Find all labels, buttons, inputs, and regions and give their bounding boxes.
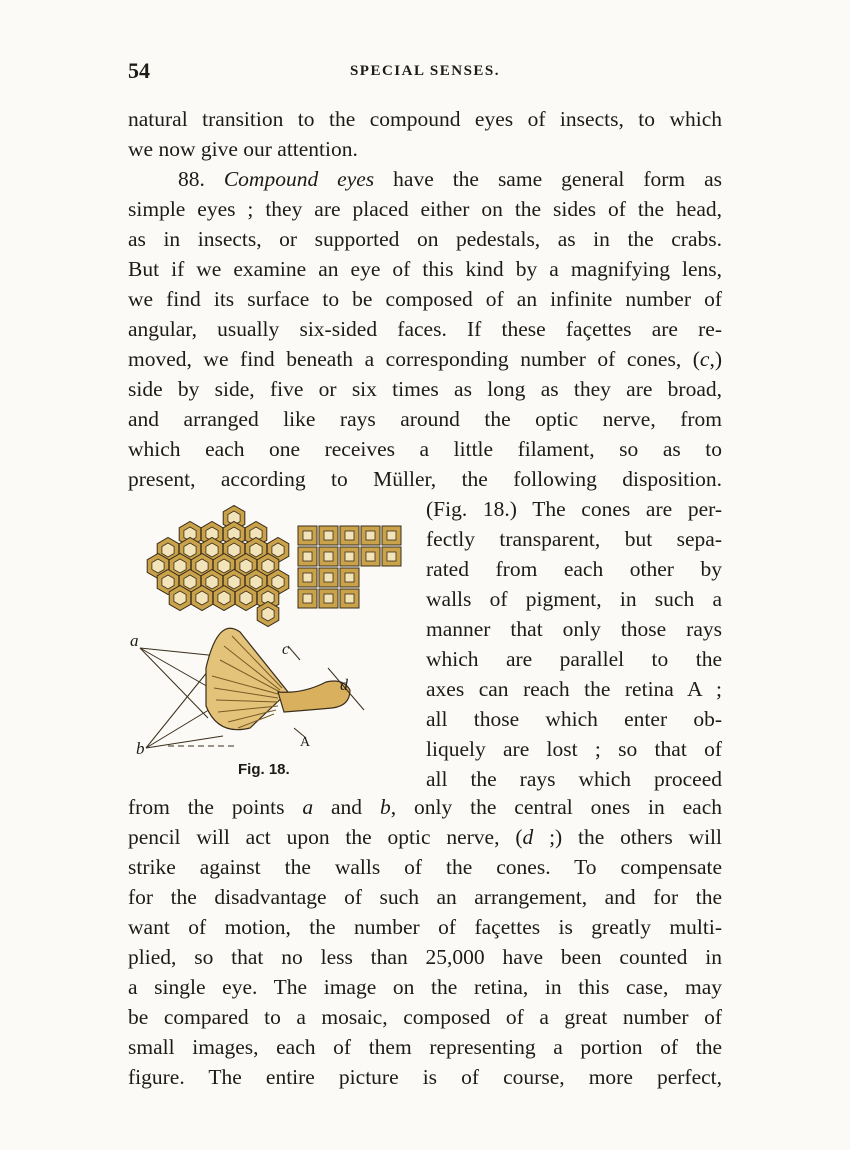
compound-eye-illustration (128, 496, 413, 761)
body-line: which each one receives a little filament, so as to (128, 437, 722, 461)
square-facet-core (303, 573, 312, 582)
side-line: fectly transparent, but sepa- (426, 527, 722, 551)
side-line: rated from each other by (426, 557, 722, 581)
body-line: we find its surface to be composed of an infinite number of (128, 287, 722, 311)
square-facet-core (303, 594, 312, 603)
square-facet-core (366, 552, 375, 561)
body-line: as in insects, or supported on pedestals, as in the crabs. (128, 227, 722, 251)
body-line: and arranged like rays around the optic nerve, from (128, 407, 722, 431)
figure-caption: Fig. 18. (238, 761, 290, 778)
square-facet-core (345, 552, 354, 561)
body-line-cones: moved, we find beneath a corresponding number of cones, (c,) (128, 347, 722, 371)
hex-facet-core (262, 559, 274, 573)
body-line-optic: pencil will act upon the optic nerve, (d ;) the others will (128, 825, 722, 849)
body-line: small images, each of them representing a portion of the (128, 1035, 722, 1059)
body-line: natural transition to the compound eyes of insects, to which (128, 107, 722, 131)
square-facet-core (366, 531, 375, 540)
hex-facet-core (250, 543, 262, 557)
body-line: side by side, five or six times as long as they are broad, (128, 377, 722, 401)
side-line: walls of pigment, in such a (426, 587, 722, 611)
body-line: we now give our attention. (128, 137, 358, 161)
side-line: all the rays which proceed (426, 767, 722, 791)
square-facet-core (387, 552, 396, 561)
running-head: SPECIAL SENSES. (349, 63, 501, 79)
side-line: manner that only those rays (426, 617, 722, 641)
hex-facet-core (272, 543, 284, 557)
hex-facet-core (262, 607, 274, 621)
square-facet-core (303, 552, 312, 561)
body-line: strike against the walls of the cones. To compensate (128, 855, 722, 879)
hex-facet-core (184, 575, 196, 589)
hex-facet-core (196, 591, 208, 605)
page-number: 54 (128, 58, 150, 83)
hexagonal-facets (147, 506, 289, 627)
section-term: Compound eyes (223, 167, 375, 191)
label-d: d (340, 677, 348, 694)
square-facet-core (324, 531, 333, 540)
hex-facet-core (206, 575, 218, 589)
side-line: all those which enter ob- (426, 707, 722, 731)
side-line: axes can reach the retina A ; (426, 677, 722, 701)
body-line: a single eye. The image on the retina, in this case, may (128, 975, 722, 999)
hex-facet-core (218, 591, 230, 605)
label-A: A (300, 735, 311, 750)
hex-facet-core (174, 559, 186, 573)
hex-facet-core (162, 543, 174, 557)
hex-facet-core (250, 575, 262, 589)
hex-facet-core (228, 543, 240, 557)
hex-facet-core (174, 591, 186, 605)
hex-facet-core (196, 559, 208, 573)
body-line-points: from the points a and b, only the central ones in each (128, 795, 722, 819)
body-line: want of motion, the number of façettes is greatly multi- (128, 915, 722, 939)
square-facet-core (324, 573, 333, 582)
body-line: But if we examine an eye of this kind by a magnifying lens, (128, 257, 722, 281)
body-line: simple eyes ; they are placed either on the sides of the head, (128, 197, 722, 221)
body-line: be compared to a mosaic, composed of a great number of (128, 1005, 722, 1029)
hex-facet-core (162, 575, 174, 589)
section-88-first-line (178, 164, 722, 194)
square-facets (298, 526, 401, 608)
hex-facet-core (152, 559, 164, 573)
body-line: figure. The entire picture is of course, more perfect, (128, 1065, 722, 1089)
hex-facet-core (272, 575, 284, 589)
section-number: 88. (178, 167, 205, 191)
body-line: angular, usually six-sided faces. If these façettes are re- (128, 317, 722, 341)
square-facet-core (387, 531, 396, 540)
section-line-rest: have the same general form as (393, 167, 722, 191)
body-line: present, according to Müller, the following disposition. (128, 467, 722, 491)
hex-facet-core (218, 559, 230, 573)
hex-facet-core (240, 559, 252, 573)
body-line: for the disadvantage of such an arrangement, and for the (128, 885, 722, 909)
hex-facet-core (240, 591, 252, 605)
square-facet-core (324, 552, 333, 561)
hex-facet-core (184, 543, 196, 557)
label-a: a (130, 631, 139, 650)
side-line: (Fig. 18.) The cones are per- (426, 497, 722, 521)
hex-facet-core (206, 543, 218, 557)
side-line: liquely are lost ; so that of (426, 737, 722, 761)
square-facet-core (303, 531, 312, 540)
square-facet-core (345, 531, 354, 540)
square-facet-core (345, 573, 354, 582)
square-facet-core (324, 594, 333, 603)
side-line: which are parallel to the (426, 647, 722, 671)
label-b: b (136, 739, 145, 758)
label-c: c (282, 641, 290, 658)
page-header (128, 58, 722, 88)
figure-18 (128, 496, 413, 786)
hex-facet-core (228, 575, 240, 589)
square-facet-core (345, 594, 354, 603)
cone-fan-diagram (140, 628, 364, 748)
body-line: plied, so that no less than 25,000 have been counted in (128, 945, 722, 969)
